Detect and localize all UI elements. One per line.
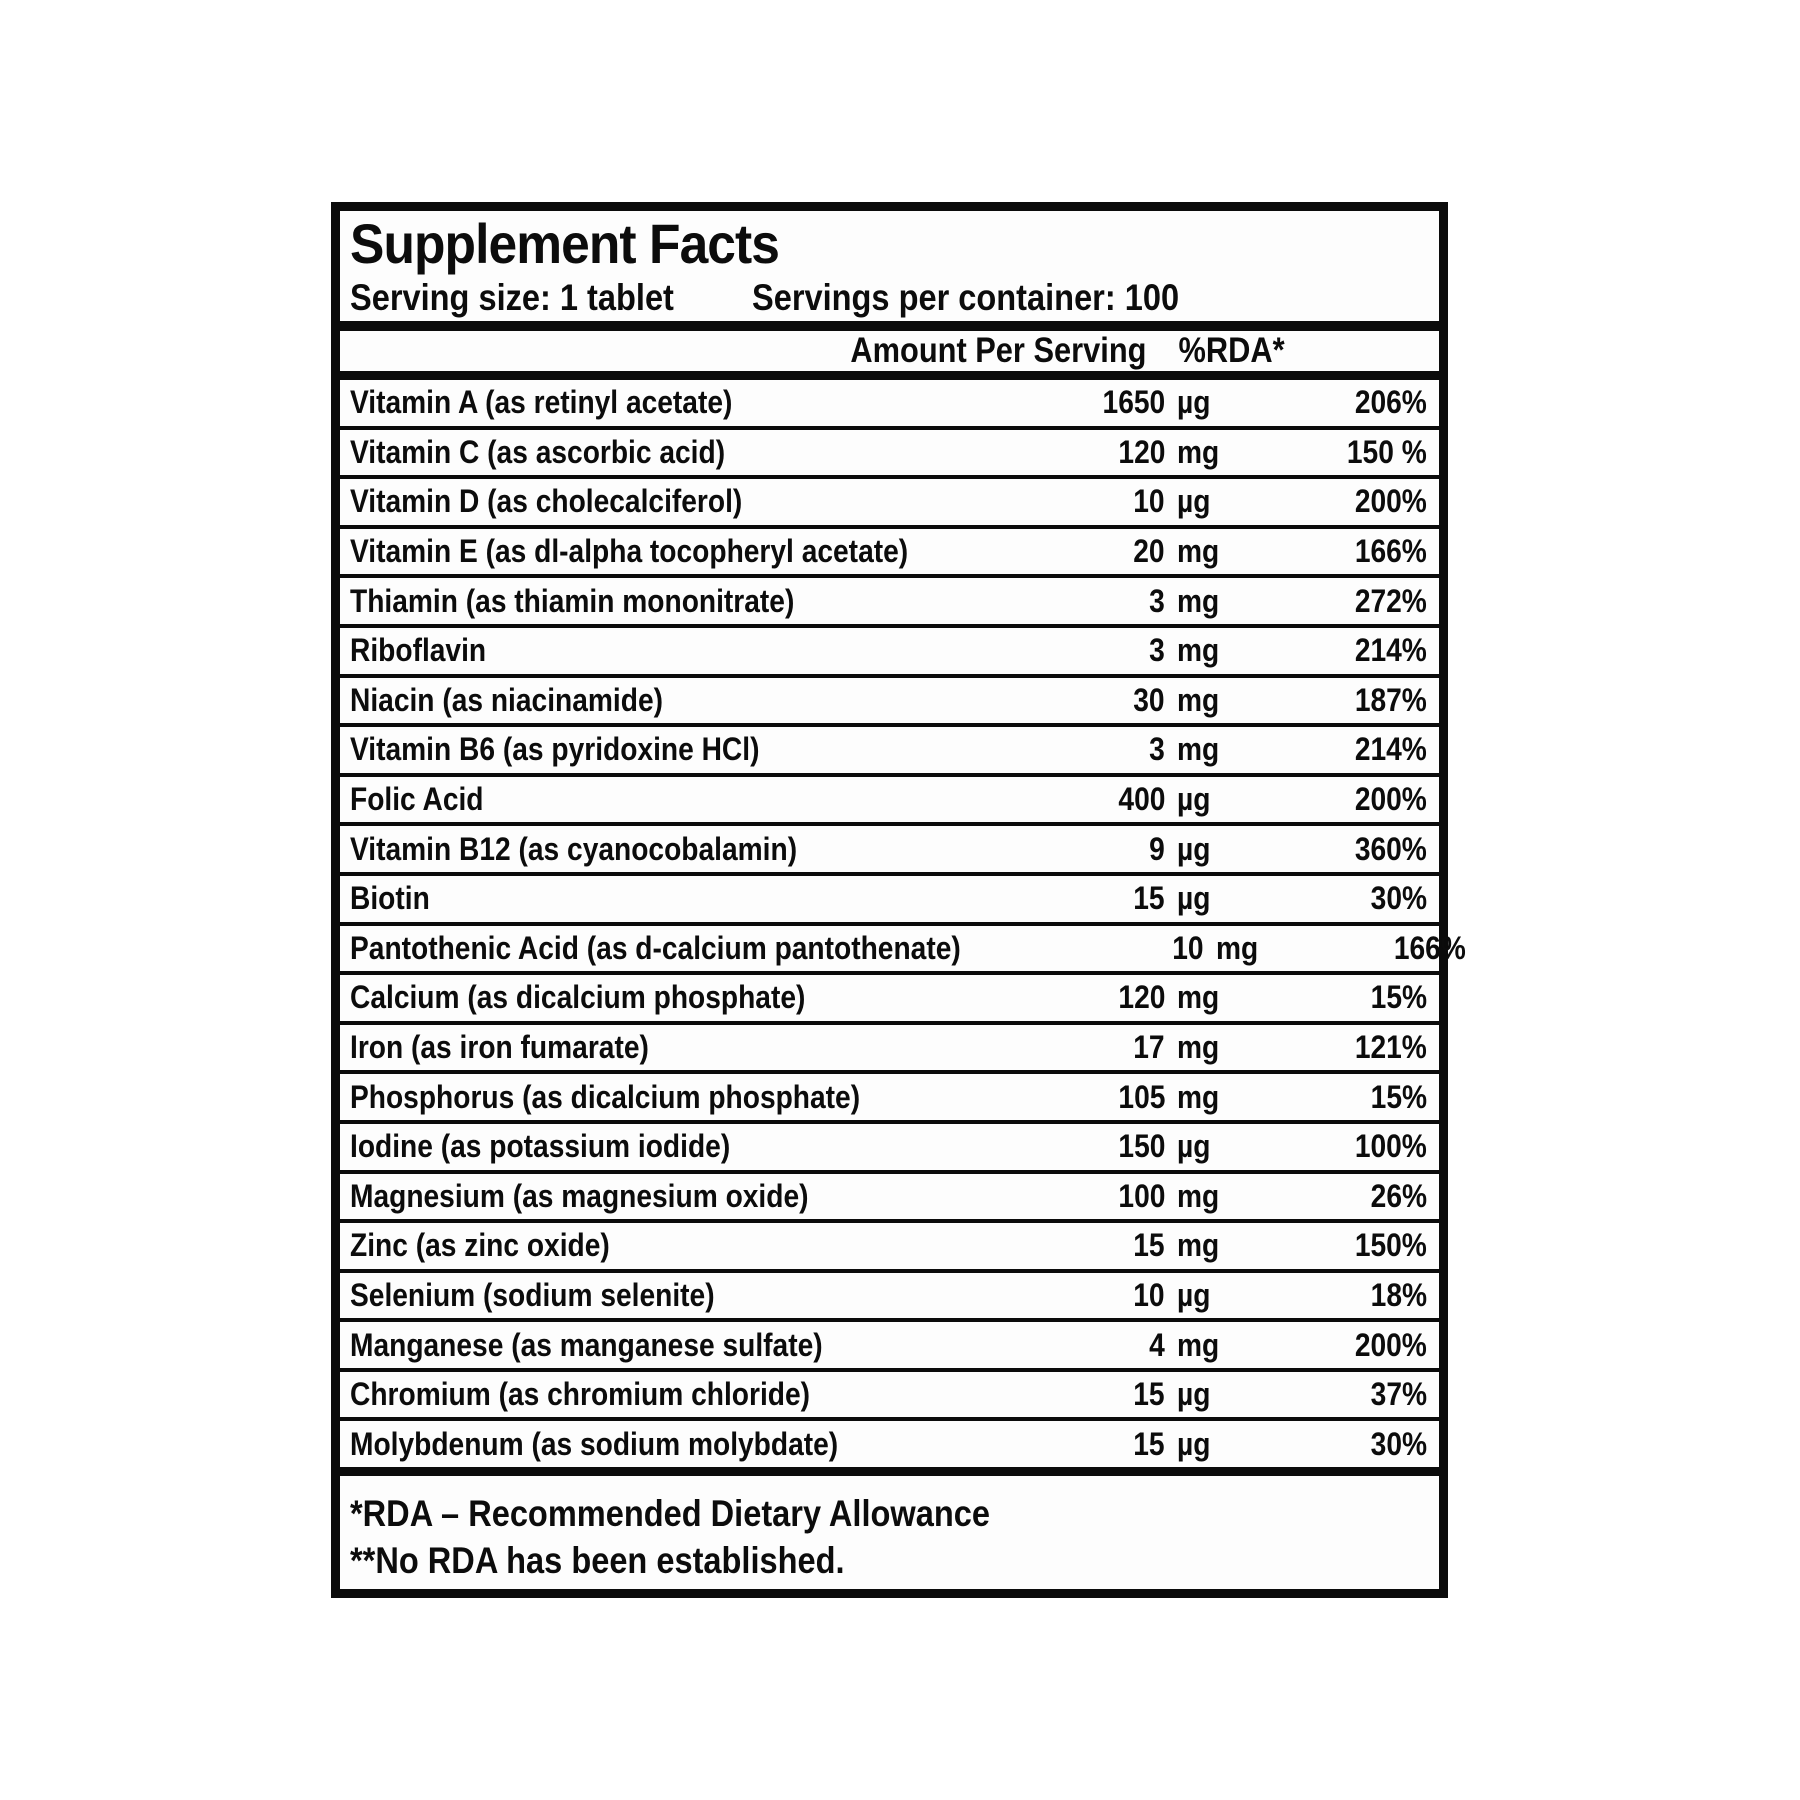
amount-unit: mg [1177, 1326, 1220, 1363]
amount-column-header: Amount Per Serving [850, 331, 1147, 370]
nutrient-row [340, 380, 1439, 426]
nutrient-row [340, 426, 1439, 476]
amount-value: 9 [1149, 830, 1165, 867]
panel-title-text: Supplement Facts [350, 212, 780, 275]
rda-value: 206% [1354, 384, 1427, 421]
amount-value: 15 [1133, 1376, 1165, 1413]
rda-value: 100% [1354, 1128, 1427, 1165]
rda-value: 30% [1370, 880, 1427, 917]
amount-unit: mg [1177, 632, 1220, 669]
rda-value: 30% [1370, 1425, 1427, 1462]
rda-value: 187% [1354, 681, 1427, 718]
nutrient-name: Vitamin A (as retinyl acetate) [350, 384, 733, 421]
amount-value: 17 [1133, 1029, 1165, 1066]
amount-unit: mg [1177, 1227, 1220, 1264]
amount-value: 3 [1149, 582, 1165, 619]
rda-column-header: %RDA* [1178, 331, 1285, 370]
amount-unit: µg [1177, 1425, 1211, 1462]
rda-value: 26% [1370, 1177, 1427, 1214]
nutrient-name: Niacin (as niacinamide) [350, 681, 663, 718]
amount-value: 1650 [1102, 384, 1165, 421]
nutrient-row [340, 1120, 1439, 1170]
nutrient-name: Iron (as iron fumarate) [350, 1029, 649, 1066]
amount-unit: µg [1177, 781, 1211, 818]
nutrient-row [340, 1269, 1439, 1319]
amount-value: 3 [1149, 632, 1165, 669]
footnotes [340, 1467, 1439, 1589]
nutrient-name: Riboflavin [350, 632, 487, 669]
amount-unit: mg [1177, 433, 1220, 470]
nutrient-row [340, 574, 1439, 624]
nutrient-row [340, 1368, 1439, 1418]
nutrient-row [340, 1219, 1439, 1269]
supplement-facts-panel [331, 202, 1467, 1598]
nutrient-row [340, 971, 1439, 1021]
nutrient-name: Magnesium (as magnesium oxide) [350, 1177, 809, 1214]
nutrient-row [340, 1170, 1439, 1220]
amount-unit: mg [1177, 533, 1220, 570]
rda-value: 272% [1354, 582, 1427, 619]
rda-value: 200% [1354, 1326, 1427, 1363]
no-rda-footnote: **No RDA has been established. [350, 1540, 845, 1582]
nutrient-name: Biotin [350, 880, 430, 917]
amount-value: 120 [1118, 433, 1165, 470]
amount-value: 10 [1172, 929, 1205, 966]
amount-value: 150 [1118, 1128, 1165, 1165]
nutrient-name: Folic Acid [350, 781, 484, 818]
panel-title [340, 211, 1439, 275]
amount-unit: mg [1177, 681, 1220, 718]
nutrient-name: Phosphorus (as dicalcium phosphate) [350, 1078, 861, 1115]
serving-info [340, 275, 1439, 321]
nutrient-name: Selenium (sodium selenite) [350, 1276, 715, 1313]
nutrient-rows [340, 380, 1467, 1467]
nutrient-name: Calcium (as dicalcium phosphate) [350, 979, 806, 1016]
amount-value: 10 [1133, 483, 1165, 520]
amount-value: 120 [1118, 979, 1165, 1016]
rda-value: 214% [1354, 731, 1427, 768]
nutrient-row [340, 822, 1439, 872]
amount-value: 105 [1118, 1078, 1165, 1115]
amount-value: 3 [1149, 731, 1165, 768]
rda-value: 121% [1354, 1029, 1427, 1066]
nutrient-name: Vitamin E (as dl-alpha tocopheryl acetate) [350, 533, 909, 570]
rda-value: 150% [1354, 1227, 1427, 1264]
nutrient-name: Vitamin D (as cholecalciferol) [350, 483, 743, 520]
nutrient-name: Vitamin C (as ascorbic acid) [350, 433, 726, 470]
amount-unit: µg [1177, 1276, 1211, 1313]
nutrient-row [340, 674, 1439, 724]
amount-value: 15 [1133, 880, 1165, 917]
nutrient-name: Molybdenum (as sodium molybdate) [350, 1425, 839, 1462]
nutrient-name: Thiamin (as thiamin mononitrate) [350, 582, 795, 619]
amount-value: 10 [1133, 1276, 1165, 1313]
nutrient-row [340, 624, 1439, 674]
rda-value: 200% [1354, 483, 1427, 520]
nutrient-row [340, 872, 1439, 922]
rda-value: 18% [1370, 1276, 1427, 1313]
nutrient-name: Vitamin B6 (as pyridoxine HCl) [350, 731, 760, 768]
header-divider [340, 321, 1439, 331]
column-header-row [340, 331, 1439, 380]
amount-unit: mg [1177, 1078, 1220, 1115]
rda-value: 166% [1354, 533, 1427, 570]
nutrient-row [340, 1070, 1439, 1120]
nutrient-name: Zinc (as zinc oxide) [350, 1227, 610, 1264]
amount-unit: µg [1177, 384, 1211, 421]
nutrient-row [340, 723, 1439, 773]
amount-unit: mg [1177, 731, 1220, 768]
amount-unit: mg [1177, 979, 1220, 1016]
rda-value: 150 % [1347, 433, 1427, 470]
amount-unit: µg [1177, 830, 1211, 867]
rda-footnote: *RDA – Recommended Dietary Allowance [350, 1493, 990, 1535]
nutrient-name: Chromium (as chromium chloride) [350, 1376, 811, 1413]
rda-value: 15% [1370, 979, 1427, 1016]
nutrient-row [340, 525, 1439, 575]
amount-unit: mg [1177, 582, 1220, 619]
rda-value: 15% [1370, 1078, 1427, 1115]
amount-value: 4 [1149, 1326, 1165, 1363]
nutrient-row [340, 1318, 1439, 1368]
amount-unit: µg [1177, 880, 1211, 917]
amount-unit: mg [1177, 1029, 1220, 1066]
nutrient-row [340, 773, 1439, 823]
rda-value: 214% [1354, 632, 1427, 669]
nutrient-row [340, 1021, 1439, 1071]
amount-unit: mg [1177, 1177, 1220, 1214]
amount-unit: µg [1177, 483, 1211, 520]
nutrient-row [340, 922, 1467, 972]
amount-unit: µg [1177, 1128, 1211, 1165]
nutrient-name: Vitamin B12 (as cyanocobalamin) [350, 830, 798, 867]
rda-value: 166% [1393, 929, 1467, 966]
amount-value: 400 [1118, 781, 1165, 818]
rda-value: 200% [1354, 781, 1427, 818]
amount-value: 20 [1133, 533, 1165, 570]
amount-value: 30 [1133, 681, 1165, 718]
nutrient-name: Iodine (as potassium iodide) [350, 1128, 731, 1165]
nutrient-row [340, 475, 1439, 525]
nutrient-name: Manganese (as manganese sulfate) [350, 1326, 823, 1363]
rda-value: 37% [1370, 1376, 1427, 1413]
servings-per-container-text: Servings per container: 100 [752, 277, 1180, 318]
nutrient-row [340, 1417, 1439, 1467]
serving-size-text: Serving size: 1 tablet [350, 277, 674, 318]
amount-unit: µg [1177, 1376, 1211, 1413]
amount-value: 15 [1133, 1227, 1165, 1264]
amount-value: 100 [1118, 1177, 1165, 1214]
nutrient-name: Pantothenic Acid (as d-calcium pantothenate) [350, 929, 961, 966]
rda-value: 360% [1354, 830, 1427, 867]
amount-value: 15 [1133, 1425, 1165, 1462]
amount-unit: mg [1216, 929, 1259, 966]
